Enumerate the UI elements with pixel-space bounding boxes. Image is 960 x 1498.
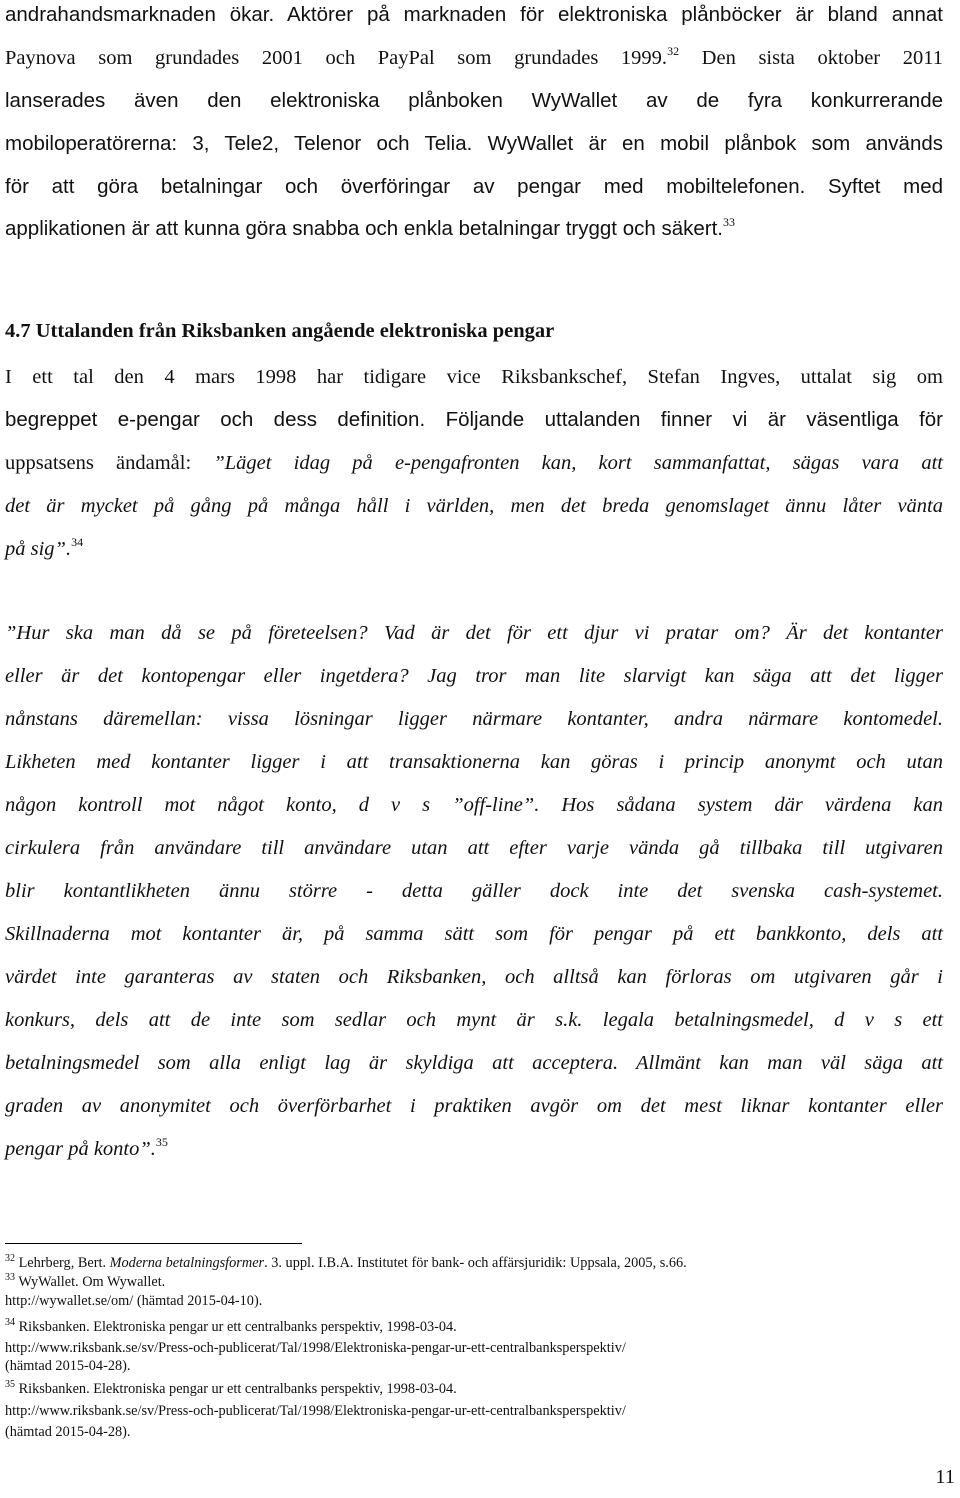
footnote-divider (5, 1243, 302, 1244)
quote-line (5, 663, 943, 689)
footnote-35 (5, 1381, 457, 1398)
footnote-text: (hämtad 2015-04-28). (5, 1358, 131, 1374)
quote-text: nånstans däremellan: vissa lösningar ligger närmare kontanter, andra närmare kontomedel. (5, 708, 943, 730)
quote-line (5, 1093, 943, 1119)
footnote-text: Lehrberg, Bert. (15, 1255, 110, 1271)
body-line (5, 450, 943, 476)
quote-text: Likheten med kontanter ligger i att transaktionerna kan göras i princip anonymt och utan (5, 751, 943, 773)
quote-line (5, 921, 943, 947)
quote-text: ”Läget idag på e-pengafronten kan, kort sammanfattat, sägas vara att (213, 452, 943, 474)
footnote-ref[interactable]: 35 (155, 1135, 168, 1149)
body-text: andrahandsmarknaden ökar. Aktörer på marknaden för elektroniska plånböcker är bland annat (5, 3, 943, 26)
quote-text: det är mycket på gång på många håll i världen, men det breda genomslaget ännu låter vänta (5, 495, 943, 517)
body-text: lanserades även den elektroniska plånboken WyWallet av de fyra konkurrerande (5, 89, 943, 112)
body-line (5, 88, 943, 114)
body-text: Den sista oktober 2011 (679, 47, 943, 69)
quote-line (5, 878, 943, 904)
body-line (5, 493, 943, 519)
quote-line (5, 1007, 943, 1033)
footnote-ref[interactable]: 32 (667, 44, 680, 58)
quote-text: konkurs, dels att de inte som sedlar och mynt är s.k. legala betalningsmedel, d v s ett (5, 1009, 943, 1031)
body-text: för att göra betalningar och överföringar av pengar med mobiltelefonen. Syftet med (5, 175, 943, 198)
footnote-ref[interactable]: 34 (71, 535, 84, 549)
quote-text: graden av anonymitet och överförbarhet i praktiken avgör om det mest liknar kontanter eller (5, 1095, 943, 1117)
quote-text: blir kontantlikheten ännu större - detta gäller dock inte det svenska cash-systemet. (5, 880, 943, 902)
quote-text: värdet inte garanteras av staten och Riksbanken, och alltså kan förloras om utgivaren går i (5, 966, 943, 988)
quote-text: cirkulera från användare till användare utan att efter varje vända gå tillbaka till utgivaren (5, 837, 943, 859)
quote-text: någon kontroll mot något konto, d v s ”off-line”. Hos sådana system där värdena kan (5, 794, 943, 816)
footnote-33-link[interactable] (5, 1293, 262, 1310)
footnote-text: . 3. uppl. I.B.A. Institutet för bank- och affärsjuridik: Uppsala, 2005, s.66. (264, 1255, 687, 1271)
body-text: Paynova som grundades 2001 och PayPal som grundades 1999. (5, 47, 668, 69)
footnote-url[interactable]: http://wywallet.se/om/ (hämtad 2015-04-10). (5, 1293, 263, 1309)
quote-line (5, 1050, 943, 1076)
quote-line (5, 706, 943, 732)
body-line (5, 174, 943, 200)
quote-text: på sig”. (5, 538, 72, 560)
body-text: WyWallet är en mobil plånbok som används (472, 132, 943, 155)
body-line (5, 364, 943, 390)
footnote-url[interactable]: http://www.riksbank.se/sv/Press-och-publicerat/Tal/1998/Elektroniska-pengar-ur-ett-centralbanksperspektiv/ (5, 1403, 626, 1419)
footnote-34 (5, 1319, 457, 1336)
body-text: applikationen är att kunna göra snabba och enkla betalningar tryggt och säkert. (5, 217, 723, 240)
quote-text: pengar på konto”. (5, 1138, 156, 1160)
quote-text: ”Hur ska man då se på företeelsen? Vad är det för ett djur vi pratar om? Är det kontanter (5, 622, 943, 644)
footnote-34-link[interactable] (5, 1340, 626, 1357)
quote-line (5, 964, 943, 990)
body-text: I ett tal den 4 mars 1998 har tidigare vice Riksbankschef, Stefan Ingves, uttalat sig om (5, 366, 943, 388)
section-heading: 4.7 Uttalanden från Riksbanken angående elektroniska pengar (5, 320, 555, 342)
body-text: uppsatsens ändamål: (5, 452, 214, 474)
footnote-text: WyWallet. Om Wywallet. (15, 1274, 166, 1290)
footnote-number: 34 (5, 1317, 15, 1328)
body-line (5, 45, 943, 71)
quote-line (5, 620, 943, 646)
footnote-text: Riksbanken. Elektroniska pengar ur ett centralbanks perspektiv, 1998-03-04. (15, 1381, 457, 1397)
quote-text: eller är det kontopengar eller ingetdera? Jag tror man lite slarvigt kan säga att det ligger (5, 665, 943, 687)
footnote-35-date (5, 1424, 130, 1441)
footnote-number: 32 (5, 1253, 15, 1264)
footnote-number: 33 (5, 1272, 15, 1283)
page-number: 11 (935, 1466, 955, 1488)
footnote-34-date (5, 1358, 130, 1375)
quote-line (5, 792, 943, 818)
footnote-number: 35 (5, 1379, 15, 1390)
footnote-32 (5, 1255, 687, 1272)
footnote-35-link[interactable] (5, 1403, 626, 1420)
footnote-title: Moderna betalningsformer (109, 1255, 265, 1271)
footnote-33 (5, 1274, 165, 1291)
body-text: mobiloperatörerna: 3, Tele2, Telenor och Telia. (5, 132, 473, 155)
quote-text: betalningsmedel som alla enligt lag är skyldiga att acceptera. Allmänt kan man väl säga att (5, 1052, 943, 1074)
footnote-text: (hämtad 2015-04-28). (5, 1424, 131, 1440)
footnote-text: Riksbanken. Elektroniska pengar ur ett centralbanks perspektiv, 1998-03-04. (15, 1319, 457, 1335)
footnote-url[interactable]: http://www.riksbank.se/sv/Press-och-publicerat/Tal/1998/Elektroniska-pengar-ur-ett-centralbanksperspektiv/ (5, 1340, 626, 1356)
body-text: begreppet e-pengar och dess definition. Följande uttalanden finner vi är väsentliga för (5, 408, 943, 431)
body-line (5, 407, 943, 433)
body-line (5, 536, 943, 562)
quote-line (5, 1136, 943, 1162)
body-line (5, 131, 943, 157)
body-line (5, 216, 943, 242)
body-line (5, 2, 943, 28)
footnote-ref[interactable]: 33 (722, 215, 735, 229)
quote-line (5, 749, 943, 775)
quote-text: Skillnaderna mot kontanter är, på samma sätt som för pengar på ett bankkonto, dels att (5, 923, 943, 945)
quote-line (5, 835, 943, 861)
